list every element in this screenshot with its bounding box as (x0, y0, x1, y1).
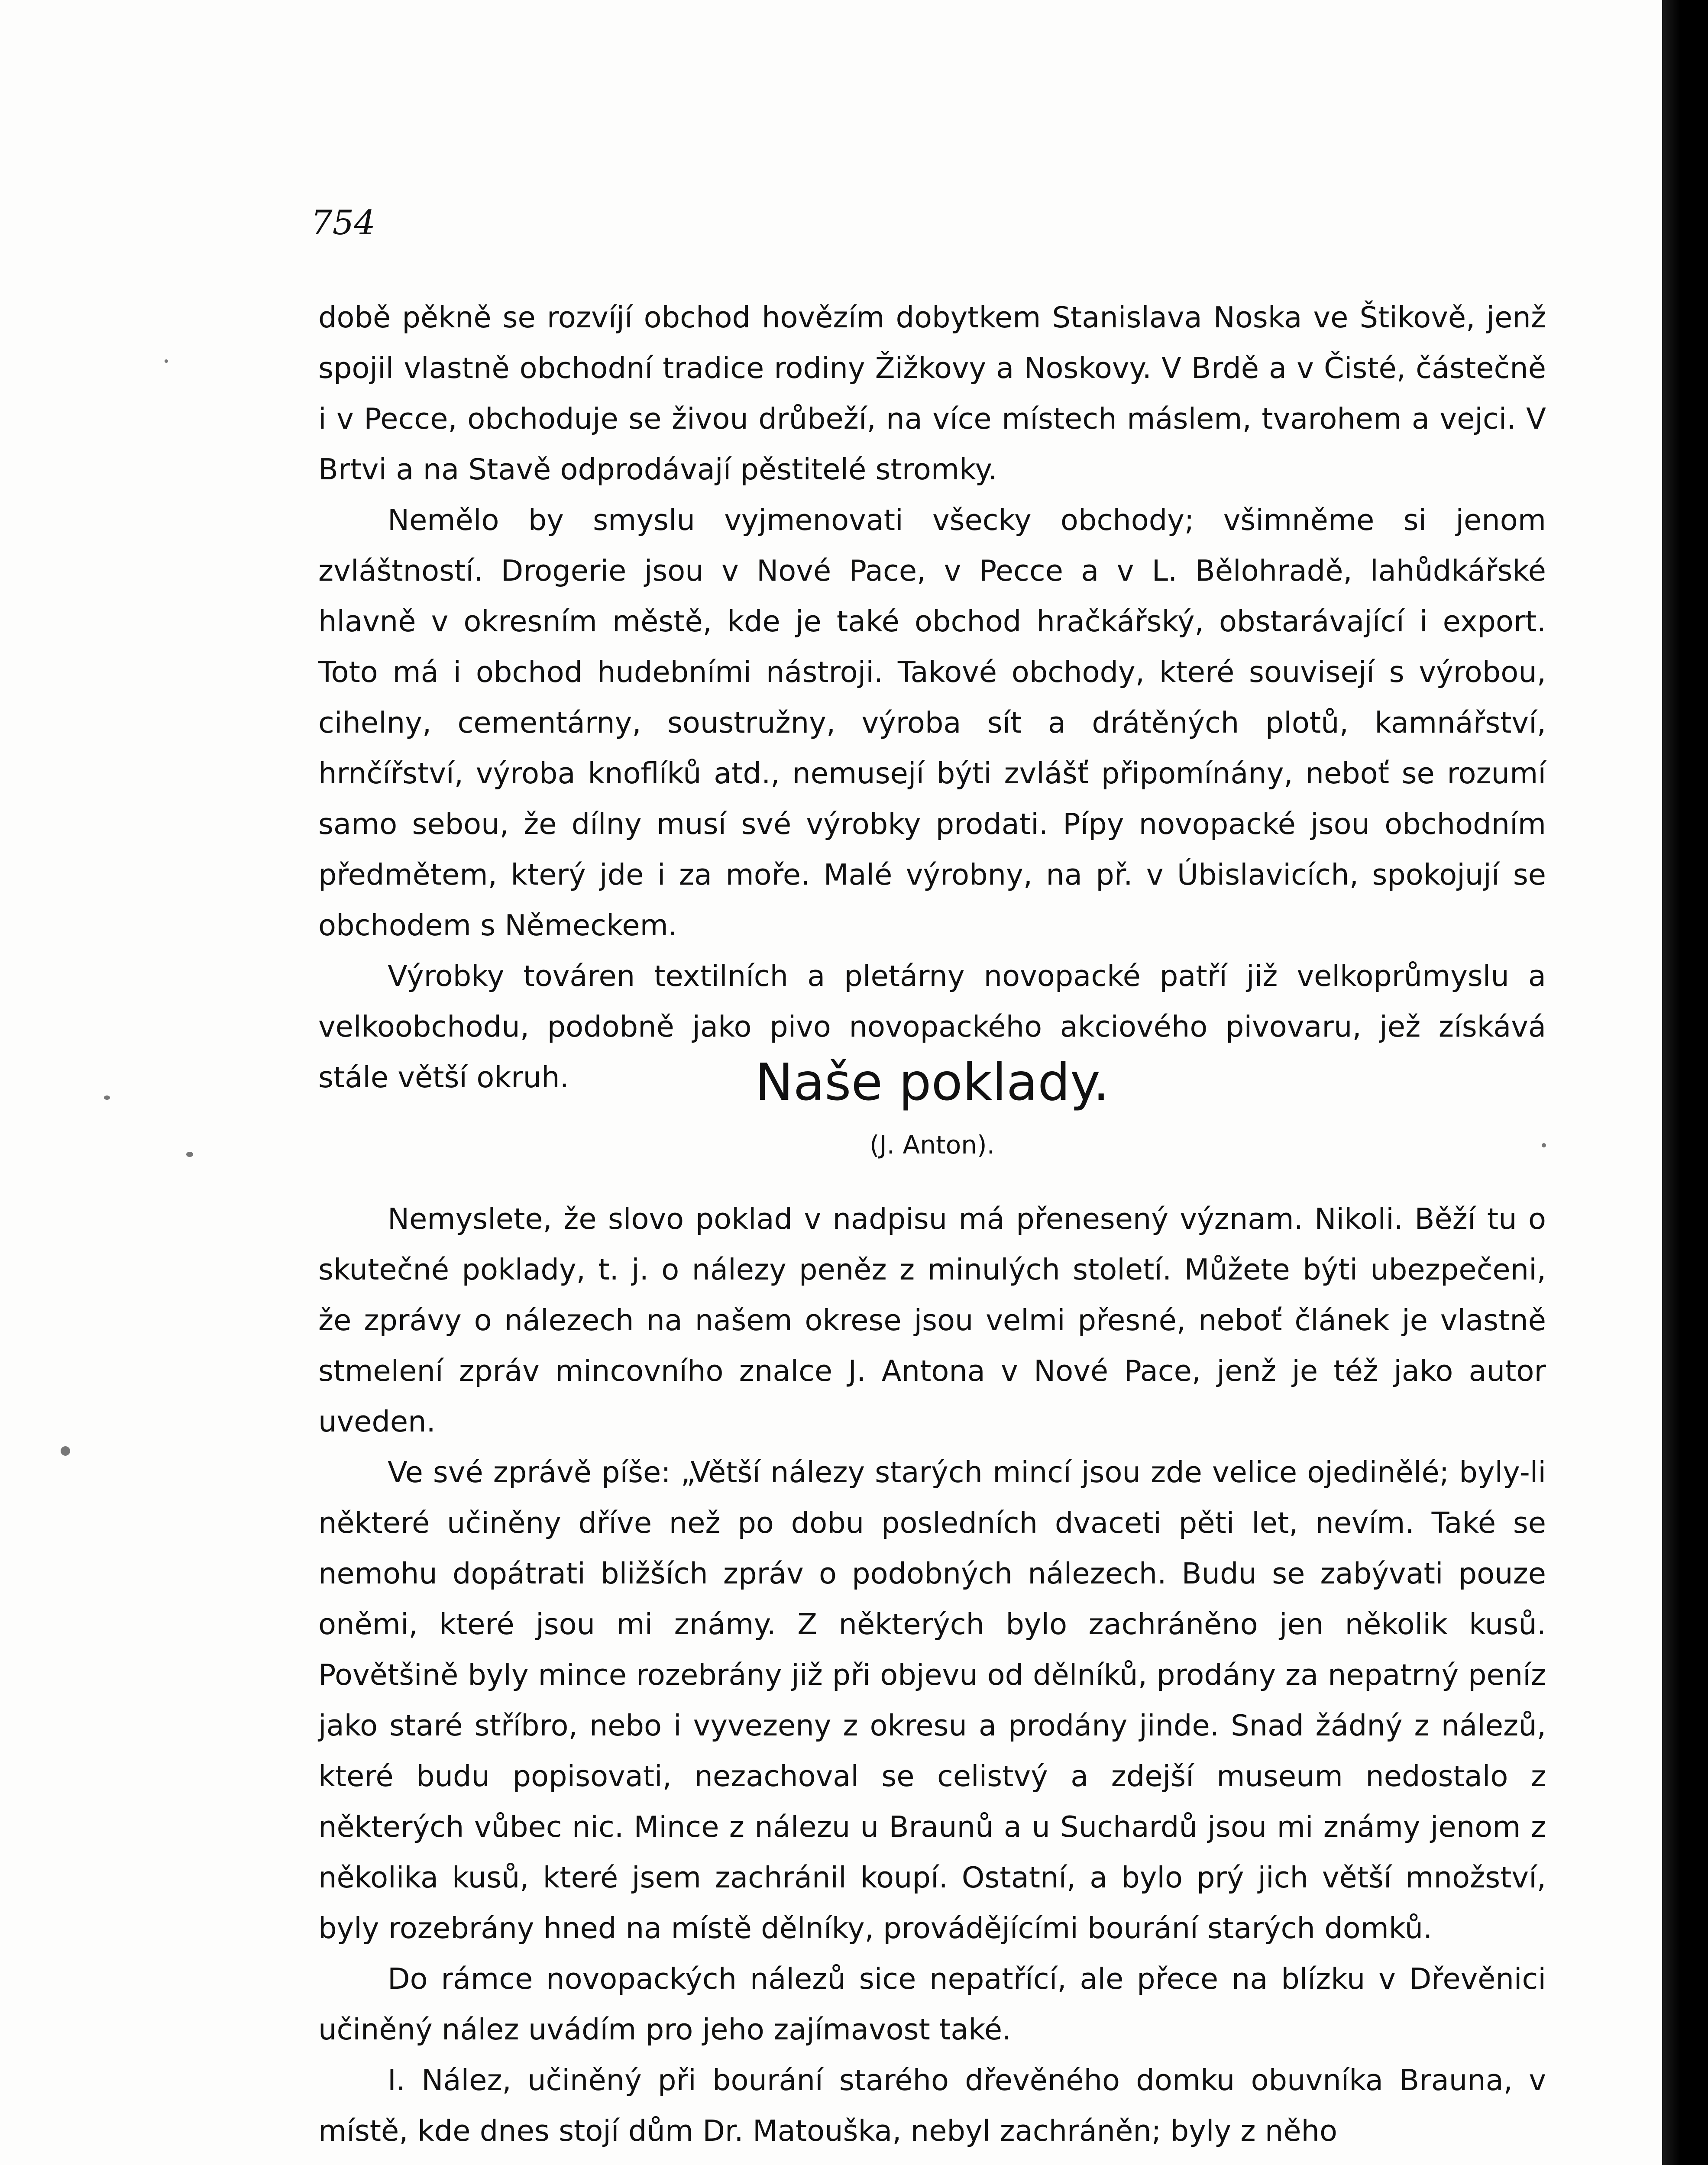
page-number: 754 (311, 204, 375, 242)
scan-speck (1542, 1143, 1546, 1147)
scan-speck (165, 359, 168, 363)
article-title: Naše poklady. (755, 1052, 1110, 1112)
section-top-text (318, 292, 1546, 1103)
paragraph: Ve své zprávě píše: „Větší nálezy starých mincí jsou zde velice ojedinělé; byly-li některé učiněny dříve než po dobu posledních dvaceti pěti let, nevím. Také se nemohu dopátrati bližších zpráv o podobných nálezech. Budu se zabývati pouze oněmi, které jsou mi známy. Z některých bylo zachráněno jen několik kusů. Povětšině byly mince rozebrány již při objevu od dělníků, prodány za nepatrný peníz jako staré stříbro, nebo i vyvezeny z okresu a prodány jinde. Snad žádný z nálezů, které budu popisovati, nezachoval se celistvý a zdejší museum nedostalo z některých vůbec nic. Mince z nálezu u Braunů a u Suchardů jsou mi známy jenom z několika kusů, které jsem zachránil koupí. Ostatní, a bylo prý jich větší množství, byly rozebrány hned na místě dělníky, provádějícími bourání starých domků. (318, 1455, 1546, 1945)
paragraph: Nemyslete, že slovo poklad v nadpisu má přenesený význam. Nikoli. Běží tu o skutečné poklady, t. j. o nálezy peněz z minulých století. Můžete býti ubezpečeni, že zprávy o nálezech na našem okrese jsou velmi přesné, neboť článek je vlastně stmelení zpráv mincovního znalce J. Antona v Nové Pace, jenž je též jako autor uveden. (318, 1202, 1546, 1438)
paragraph: Do rámce novopackých nálezů sice nepatřící, ale přece na blízku v Dřevěnici učiněný nález uvádím pro jeho zajímavost také. (318, 1962, 1546, 2046)
article-author: (J. Anton). (869, 1130, 995, 1160)
paragraph: době pěkně se rozvíjí obchod hovězím dobytkem Stanislava Noska ve Štikově, jenž spojil vlastně obchodní tradice rodiny Žižkovy a Noskovy. V Brdě a v Čisté, částečně i v Pecce, obchoduje se živou drůbeží, na více místech máslem, tvarohem a vejci. V Brtvi a na Stavě odprodávají pěstitelé stromky. (318, 301, 1546, 486)
scan-speck (61, 1446, 70, 1456)
paragraph: Nemělo by smyslu vyjmenovati všecky obchody; všimněme si jenom zvláštností. Drogerie jsou v Nové Pace, v Pecce a v L. Bělohradě, lahůdkářské hlavně v okresním městě, kde je také obchod hračkářský, obstarávající i export. Toto má i obchod hudebními nástroji. Takové obchody, které souvisejí s výrobou, cihelny, cementárny, soustružny, výroba sít a drátěných plotů, kamnářství, hrnčířství, výroba knoflíků atd., nemusejí býti zvlášť připomínány, neboť se rozumí samo sebou, že dílny musí své výrobky prodati. Pípy novopacké jsou obchodním předmětem, který jde i za moře. Malé výrobny, na př. v Úbislavicích, spokojují se obchodem s Německem. (318, 503, 1546, 942)
paragraph: I. Nález, učiněný při bourání starého dřevěného domku obuvníka Brauna, v místě, kde dnes stojí dům Dr. Matouška, nebyl zachráněn; byly z něho (318, 2063, 1546, 2148)
scan-speck (186, 1152, 193, 1157)
paragraph: Výrobky továren textilních a pletárny novopacké patří již velkoprůmyslu a velkoobchodu, podobně jako pivo novopackého akciového pivovaru, jež získává stále větší okruh. (318, 959, 1546, 1094)
scan-edge (1662, 0, 1708, 2165)
scan-speck (104, 1095, 110, 1100)
section-bottom-text (318, 1194, 1546, 2156)
